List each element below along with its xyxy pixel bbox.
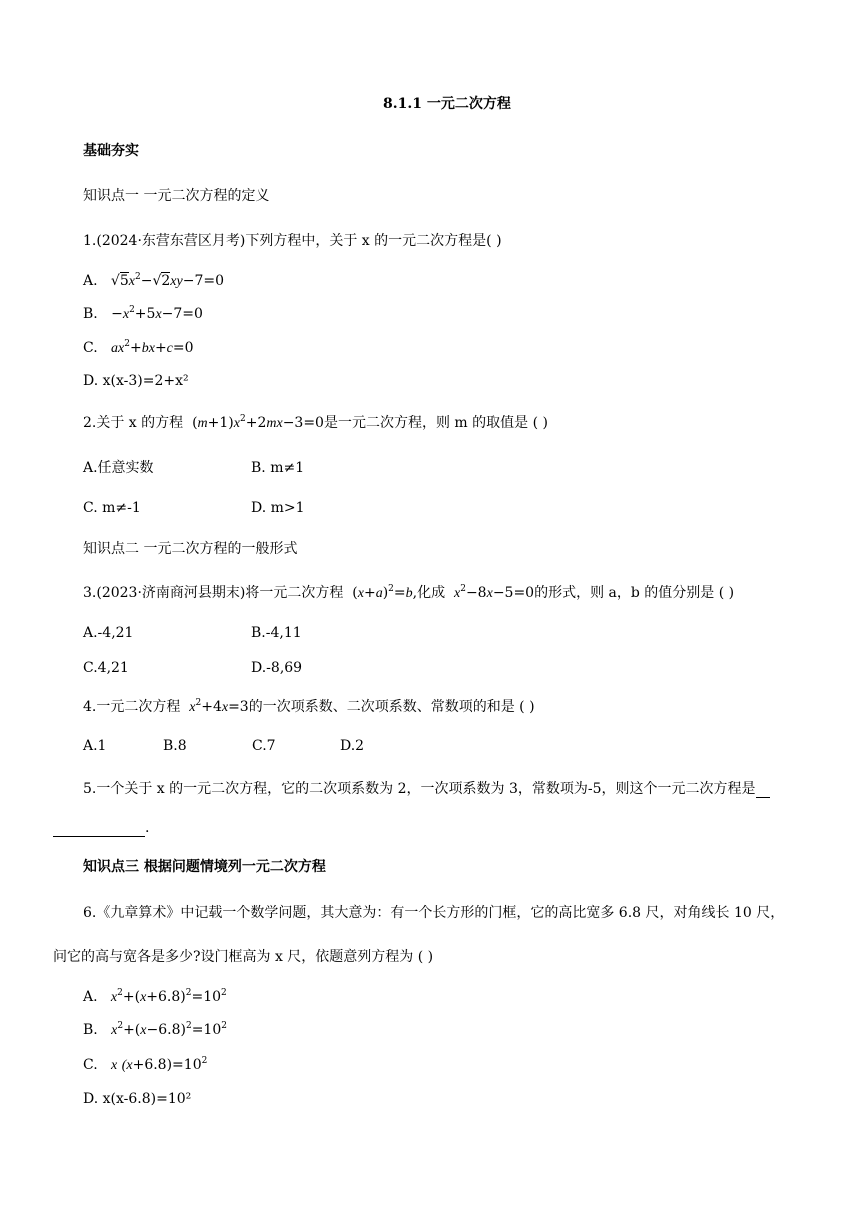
option-b-formula: $-x^2+5x-7=0$ <box>102 305 203 322</box>
question-1-option-d: D. x(x-3)=2+x² <box>83 373 189 389</box>
question-4-option-d: D.2 <box>340 738 365 754</box>
q6-option-c-label: C. <box>83 1057 98 1073</box>
option-a-label: A. <box>83 273 98 289</box>
knowledge-point-3: 知识点三 根据问题情境列一元二次方程 <box>83 859 326 875</box>
question-3-option-b: B.-4,11 <box>251 625 302 641</box>
question-1-option-a <box>83 272 224 291</box>
question-4-option-c: C.7 <box>252 738 276 754</box>
question-4-prefix: 4.一元二次方程 <box>83 699 181 715</box>
question-1-stem: 1.(2024·东营东营区月考)下列方程中，关于 x 的一元二次方程是( ) <box>83 233 502 249</box>
question-6-option-b <box>83 1021 227 1040</box>
q6-option-b-formula: $x^2+(x-6.8)^2=10^2$ <box>111 1021 227 1038</box>
question-3-option-c: C.4,21 <box>83 660 129 676</box>
question-3-middle: ,化成 <box>412 585 446 601</box>
q6-option-a-label: A. <box>83 989 98 1005</box>
option-a-formula: $√5x^2-√2xy-7=0$ <box>110 272 225 289</box>
question-3-option-a: A.-4,21 <box>83 625 134 641</box>
question-6-option-a <box>83 988 227 1007</box>
question-5-stem <box>83 779 770 798</box>
question-5-blank-line: . <box>53 818 149 837</box>
question-6-option-c <box>83 1056 207 1075</box>
question-2-option-b: B. m≠1 <box>251 460 305 476</box>
question-6-line-2: 问它的高与宽各是多少?设门框高为 x 尺，依题意列方程为 ( ) <box>53 949 434 965</box>
knowledge-point-1: 知识点一 一元二次方程的定义 <box>83 188 270 204</box>
question-3-option-d: D.-8,69 <box>251 660 303 676</box>
knowledge-point-2: 知识点二 一元二次方程的一般形式 <box>83 541 298 557</box>
question-3-formula-1: $(x+a)^2=b$ <box>352 584 413 601</box>
question-1-option-b <box>83 305 203 324</box>
question-4-stem <box>83 698 535 717</box>
question-4-option-b: B.8 <box>163 738 187 754</box>
question-2-prefix: 2.关于 x 的方程 <box>83 415 184 431</box>
question-6-line-1: 6.《九章算术》中记载一个数学问题，其大意为：有一个长方形的门框，它的高比宽多 6.8 尺，对角线长 10 尺， <box>83 905 785 921</box>
section-heading: 基础夯实 <box>83 143 139 159</box>
question-4-suffix: 的一次项系数、二次项系数、常数项的和是 ( ) <box>248 699 535 715</box>
question-4-formula: $x^2+4x=3$ <box>189 698 249 715</box>
question-2-stem <box>83 414 548 433</box>
answer-blank-start[interactable] <box>756 779 770 798</box>
question-6-option-d: D. x(x-6.8)=10² <box>83 1091 192 1107</box>
question-2-formula: $(m+1)x^2+2mx-3=0$ <box>192 414 324 431</box>
answer-blank-end[interactable] <box>53 818 145 837</box>
option-c-formula: $ax^2+bx+c=0$ <box>111 339 194 356</box>
question-2-option-d: D. m>1 <box>251 500 305 516</box>
question-4-option-a: A.1 <box>83 738 107 754</box>
question-2-option-a: A.任意实数 <box>83 460 154 476</box>
option-c-label: C. <box>83 340 98 356</box>
question-2-option-c: C. m≠-1 <box>83 500 141 516</box>
page-title: 8.1.1 一元二次方程 <box>383 96 511 112</box>
q6-option-a-formula: $x^2+(x+6.8)^2=10^2$ <box>110 988 227 1005</box>
question-3-stem <box>83 584 734 603</box>
question-3-formula-2: $x^2-8x-5=0$ <box>454 584 535 601</box>
question-5-text: 5.一个关于 x 的一元二次方程，它的二次项系数为 2，一次项系数为 3，常数项为-5，则这个一元二次方程是 <box>83 781 756 797</box>
question-3-prefix: 3.(2023·济南商河县期末)将一元二次方程 <box>83 585 344 601</box>
question-3-suffix: 的形式，则 a，b 的值分别是 ( ) <box>534 585 735 601</box>
question-2-suffix: 是一元二次方程，则 m 的取值是 ( ) <box>323 415 548 431</box>
option-b-label: B. <box>83 306 98 322</box>
question-1-option-c <box>83 339 194 358</box>
q6-option-b-label: B. <box>83 1022 98 1038</box>
q6-option-c-formula: x $(x+6.8)=10^2$ <box>111 1056 208 1073</box>
